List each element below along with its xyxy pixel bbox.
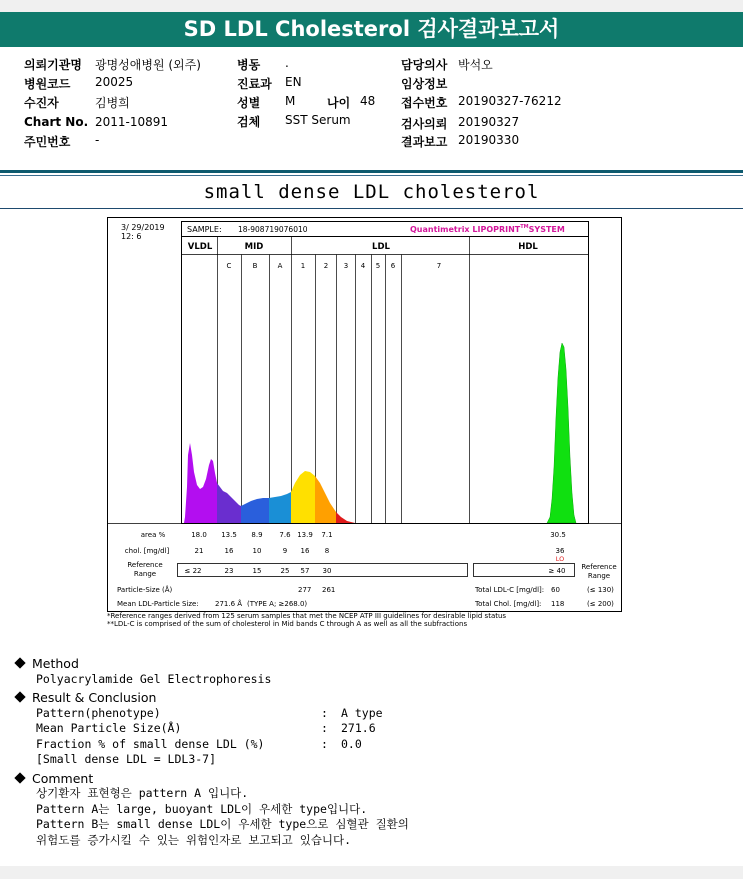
ref-value: ≤ 22 xyxy=(184,567,202,575)
total-chol-ref: (≤ 200) xyxy=(587,600,614,608)
patient-label: 수진자 xyxy=(24,96,59,110)
comment-line: Pattern B는 small dense LDL이 우세한 type으로 심혈관 질환의 xyxy=(36,817,409,831)
ref-value: 23 xyxy=(224,567,234,575)
chol-value: 10 xyxy=(252,547,262,555)
fraction-value: 0.0 xyxy=(341,736,362,751)
reference-note-2: **LDL-C is comprised of the sum of cholesterol in Mid bands C through A as well as all the subfractions xyxy=(107,620,468,628)
total-ldl-ref: (≤ 130) xyxy=(587,586,614,594)
dept-label: 진료과 xyxy=(237,77,272,91)
sample-value: 18-908719076010 xyxy=(238,225,308,234)
report-time: 12: 6 xyxy=(121,232,142,241)
size-label: Mean Particle Size(Å) xyxy=(36,721,182,735)
sex-label: 성별 xyxy=(237,96,261,110)
comment-heading: Comment xyxy=(14,771,734,787)
hospital-value: 광명성애병원 (외주) xyxy=(95,58,201,72)
mean-size-type: (TYPE A; ≥268.0) xyxy=(247,600,308,608)
chart-value: 2011-10891 xyxy=(95,115,169,129)
area-value: 13.9 xyxy=(297,531,313,539)
system-logo: Quantimetrix LIPOPRINT™SYSTEM xyxy=(410,224,565,234)
report-date-label: 결과보고 xyxy=(401,135,448,149)
pattern-label: Pattern(phenotype) xyxy=(36,705,161,720)
ref-value: 57 xyxy=(300,567,310,575)
sample-label: SAMPLE: xyxy=(187,225,222,234)
age-value: 48 xyxy=(360,94,376,108)
lipoprint-graph xyxy=(107,217,622,612)
code-label: 병원코드 xyxy=(24,77,71,91)
ref-hdl-value: ≥ 40 xyxy=(548,567,566,575)
band-label: 1 xyxy=(300,262,306,270)
chol-row-label: chol. [mg/dl] xyxy=(124,547,170,555)
total-ldl-value: 60 xyxy=(551,586,560,594)
lipoprint-report xyxy=(107,217,622,612)
ward-value: . xyxy=(285,56,289,70)
ward-label: 병동 xyxy=(237,58,261,72)
diamond-bullet-icon xyxy=(14,657,25,668)
section-divider xyxy=(0,170,743,173)
dept-value: EN xyxy=(285,75,302,89)
size-value: 271.6 xyxy=(341,721,376,735)
chol-hdl-value: 36 xyxy=(555,547,565,555)
mean-size-label: Mean LDL-Particle Size: xyxy=(117,600,199,608)
top-strip xyxy=(0,0,743,12)
ref-value: 30 xyxy=(322,567,332,575)
doctor-label: 담당의사 xyxy=(401,58,448,72)
comment-line: Pattern A는 large, buoyant LDL이 우세한 type입니다. xyxy=(36,801,368,816)
chol-value: 9 xyxy=(282,547,288,555)
particle-size-value: 277 xyxy=(298,586,312,594)
hospital-label: 의뢰기관명 xyxy=(24,58,82,72)
report-title: SD LDL Cholesterol 검사결과보고서 xyxy=(0,12,743,47)
fraction-label: Fraction % of small dense LDL (%) xyxy=(36,736,265,751)
section-divider-thin xyxy=(0,175,743,176)
band-label: 6 xyxy=(390,262,396,270)
chol-value: 8 xyxy=(324,547,330,555)
chol-value: 21 xyxy=(194,547,204,555)
request-label: 검사의뢰 xyxy=(401,117,448,131)
section-title: small dense LDL cholesterol xyxy=(203,181,540,203)
chol-value: 16 xyxy=(300,547,310,555)
diamond-bullet-icon xyxy=(14,691,25,702)
band-label: 2 xyxy=(323,262,329,270)
area-value: 18.0 xyxy=(191,531,207,539)
clinical-label: 임상정보 xyxy=(401,77,448,91)
band-label: 5 xyxy=(375,262,381,270)
chol-value: 16 xyxy=(224,547,234,555)
code-value: 20025 xyxy=(95,75,134,89)
report-date: 3/ 29/2019 xyxy=(121,223,165,232)
band-label: 4 xyxy=(360,262,366,270)
ref-value: 25 xyxy=(280,567,290,575)
pattern-value: A type xyxy=(341,705,383,720)
ldl-label: LDL xyxy=(372,242,390,252)
result-note: [Small dense LDL = LDL3-7] xyxy=(36,752,217,766)
band-label: B xyxy=(252,262,258,270)
conclusion-section xyxy=(14,656,734,848)
band-label: 3 xyxy=(343,262,349,270)
comment-line: 상기환자 표현형은 pattern A 입니다. xyxy=(36,786,249,800)
ref-row-label-1: Reference xyxy=(127,561,163,569)
specimen-label: 검체 xyxy=(237,115,261,129)
particle-size-label: Particle-Size (Å) xyxy=(117,586,173,594)
reference-note-1: *Reference ranges derived from 125 serum samples that met the NCEP ATP III guidelines for desirable lipid status xyxy=(107,612,507,620)
reference-notes xyxy=(107,612,622,628)
area-value: 7.6 xyxy=(279,531,291,539)
total-chol-value: 118 xyxy=(551,600,565,608)
band-label: A xyxy=(277,262,283,270)
sex-value: M xyxy=(285,94,296,108)
result-fraction-row: Fraction % of small dense LDL (%) : 0.0 xyxy=(36,736,362,751)
area-value: 8.9 xyxy=(251,531,263,539)
doctor-value: 박석오 xyxy=(458,58,493,72)
ref-right-label-1: Reference xyxy=(581,563,617,571)
receipt-value: 20190327-76212 xyxy=(458,94,562,108)
bottom-strip xyxy=(0,866,743,879)
band-label: C xyxy=(226,262,232,270)
vldl-label: VLDL xyxy=(187,242,213,252)
title-underline xyxy=(0,208,743,209)
particle-size-value: 261 xyxy=(322,586,336,594)
request-value: 20190327 xyxy=(458,115,520,129)
hdl-label: HDL xyxy=(518,242,538,252)
area-hdl-value: 30.5 xyxy=(550,531,566,539)
area-value: 7.1 xyxy=(321,531,333,539)
method-heading: Method xyxy=(14,656,734,672)
specimen-value: SST Serum xyxy=(285,113,351,127)
result-pattern-row: Pattern(phenotype) : A type xyxy=(36,705,383,720)
ref-right-label-2: Range xyxy=(587,572,611,580)
total-ldl-label: Total LDL-C [mg/dl]: xyxy=(475,586,545,594)
report-date-value: 20190330 xyxy=(458,133,520,147)
patient-value: 김병희 xyxy=(95,96,130,110)
result-heading: Result & Conclusion xyxy=(14,690,734,706)
chol-hdl-flag: LO xyxy=(555,555,565,563)
area-row-label: area % xyxy=(140,531,166,539)
ref-value: 15 xyxy=(252,567,262,575)
id-label: 주민번호 xyxy=(24,135,71,149)
diamond-bullet-icon xyxy=(14,772,25,783)
result-size-row: Mean Particle Size(Å) : 271.6 xyxy=(36,721,376,735)
band-label: 7 xyxy=(436,262,442,270)
total-chol-label: Total Chol. [mg/dl]: xyxy=(475,600,542,608)
receipt-label: 접수번호 xyxy=(401,96,448,110)
method-text: Polyacrylamide Gel Electrophoresis xyxy=(36,671,272,686)
patient-info-block xyxy=(0,48,743,166)
comment-line: 위험도를 증가시킬 수 있는 위험인자로 보고되고 있습니다. xyxy=(36,832,352,847)
mean-size-value: 271.6 Å xyxy=(215,600,243,608)
age-label: 나이 xyxy=(327,96,351,110)
id-value: - xyxy=(95,133,100,147)
ref-row-label-2: Range xyxy=(133,570,157,578)
mid-label: MID xyxy=(244,242,264,252)
chart-label: Chart No. xyxy=(24,115,89,129)
area-value: 13.5 xyxy=(221,531,237,539)
